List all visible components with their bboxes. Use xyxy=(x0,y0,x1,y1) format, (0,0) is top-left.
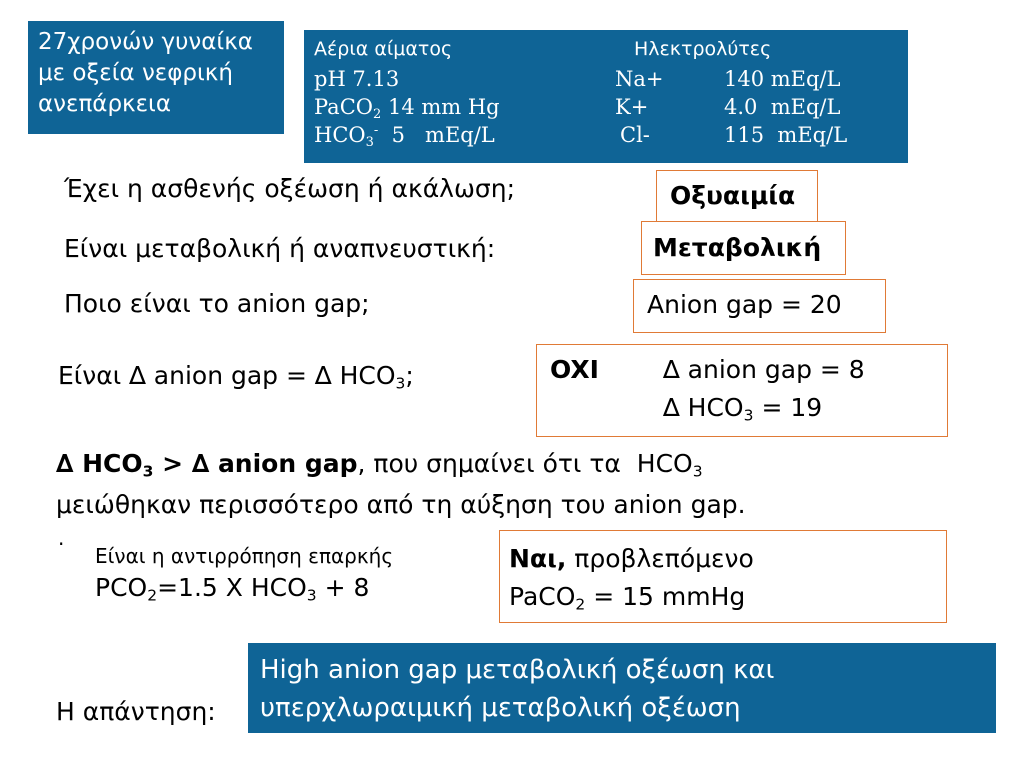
answer-anion-gap: Anion gap = 20 xyxy=(633,279,886,333)
final-answer-label: Η απάντηση: xyxy=(56,697,216,726)
case-line-3: ανεπάρκεια xyxy=(38,91,171,117)
ph-value: pH 7.13 xyxy=(314,67,400,91)
cl-label: Cl- xyxy=(620,123,650,147)
lab-values-box xyxy=(304,30,908,163)
paco2-value: PaCO$_2$ 14 mm Hg xyxy=(314,95,500,122)
question-metabolic-respiratory: Είναι μεταβολική ή αναπνευστική: xyxy=(64,234,496,263)
delta-hco3: ∆ $HCO_3 = 19$ xyxy=(663,393,823,425)
na-value: 140 mEq/L xyxy=(724,67,841,91)
answer-acidemia: Οξυαιμία xyxy=(656,170,818,224)
delta-anion-gap: ∆ anion gap = 8 xyxy=(663,355,865,384)
case-line-2: με οξεία νεφρική xyxy=(38,60,233,86)
k-label: K+ xyxy=(615,95,649,119)
answer-no: OXI xyxy=(550,355,599,384)
blood-gases-header: Αέρια αίματος xyxy=(314,38,453,60)
statement-line-2: μειώθηκαν περισσότερο από τη αύξηση του anion gap. xyxy=(56,490,746,519)
delta-symbol: ∆ xyxy=(314,361,332,390)
compensation-question: Είναι η αντιρρόπηση επαρκής xyxy=(95,544,394,568)
cl-value: 115 mEq/L xyxy=(724,123,848,147)
question-anion-gap: Ποιο είναι το anion gap; xyxy=(64,289,370,318)
question-delta-ratio: Είναι ∆ anion gap = ∆ $HCO_3$; xyxy=(58,361,414,393)
na-label: Na+ xyxy=(615,67,664,91)
winters-formula: $PCO_2=1.5$ X $HCO_3 + 8$ xyxy=(95,573,370,605)
answer-yes: Ναι, προβλεπόμενο xyxy=(509,544,754,573)
statement-line-1: ∆ $HCO_3$ > ∆ anion gap, που σημαίνει ότι τα $HCO_3$ xyxy=(56,449,703,481)
case-line-1: 27χρονών γυναίκα xyxy=(38,29,253,55)
delta-symbol: ∆ xyxy=(129,361,146,390)
answer-compensation-box xyxy=(499,530,947,623)
case-box xyxy=(28,21,284,134)
expected-paco2: PaCO$_2$ = 15 mmHg xyxy=(509,582,746,614)
k-value: 4.0 mEq/L xyxy=(724,95,841,119)
electrolytes-header: Ηλεκτρολύτες xyxy=(634,38,772,60)
question-acidosis: Έχει η ασθενής οξέωση ή ακάλωση; xyxy=(64,174,516,203)
final-answer-line-2: υπερχλωραιμική μεταβολική οξέωση xyxy=(260,693,741,723)
bullet: · xyxy=(58,532,65,556)
answer-metabolic: Μεταβολική xyxy=(641,221,846,275)
final-answer-box xyxy=(248,643,996,733)
final-answer-line-1: High anion gap μεταβολική οξέωση και xyxy=(260,655,775,685)
answer-delta-box xyxy=(536,344,948,437)
hco3-value: $HCO_3^-$ 5 mEq/L xyxy=(314,123,495,150)
